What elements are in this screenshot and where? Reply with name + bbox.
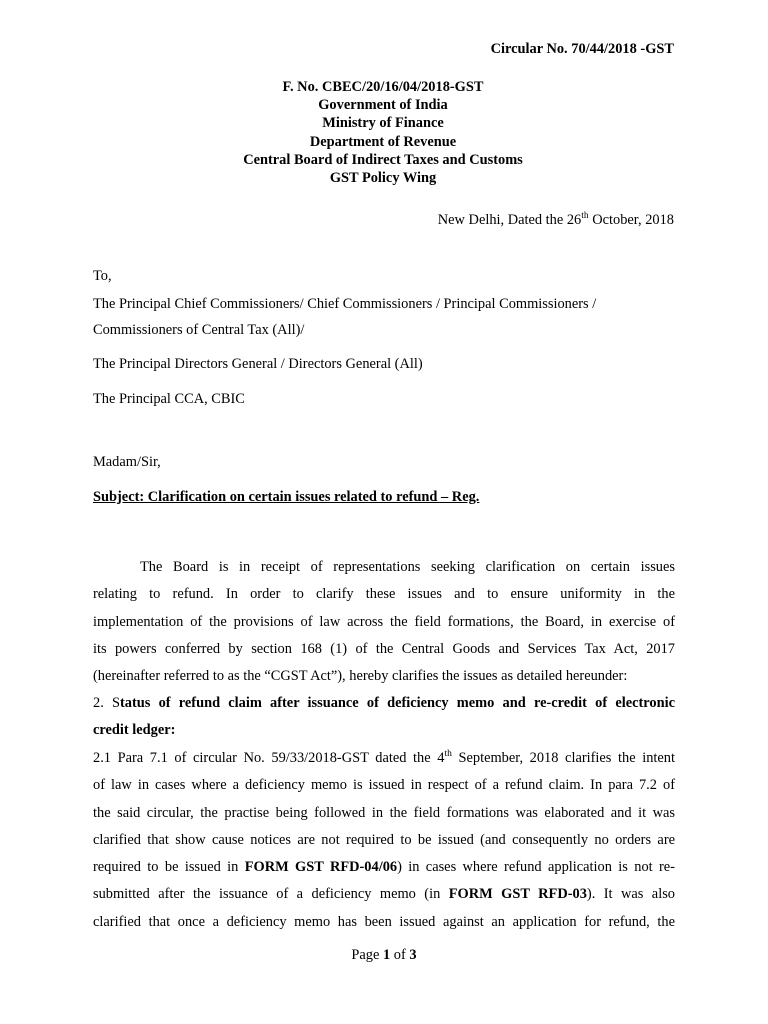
paragraph-line: of law in cases where a deficiency memo is issued in respect of a refund claim. In para 7.2 of <box>93 777 675 794</box>
paragraph-line: The Board is in receipt of representations seeking clarification on certain issues <box>140 559 675 575</box>
ministry-name: Ministry of Finance <box>322 115 444 132</box>
paragraph-line: clarified that once a deficiency memo has been issued against an application for refund, the <box>93 913 675 930</box>
addressee-line: The Principal Directors General / Directors General (All) <box>93 356 423 372</box>
government-name: Government of India <box>318 97 448 114</box>
form-reference: FORM GST RFD-03 <box>448 886 587 903</box>
addressee-line: The Principal Chief Commissioners/ Chief Commissioners / Principal Commissioners / <box>93 296 597 312</box>
subject-line: Subject: Clarification on certain issues related to refund – Reg. <box>93 489 480 505</box>
addressee-line: Commissioners of Central Tax (All)/ <box>93 322 305 338</box>
page-number: Page 1 of 3 <box>351 947 417 963</box>
paragraph-line: (hereinafter referred to as the “CGST Act”), hereby clarifies the issues as detailed hereunder: <box>93 668 628 685</box>
addressee-line: The Principal CCA, CBIC <box>93 391 245 407</box>
date-line: New Delhi, Dated the 26th October, 2018 <box>437 211 674 228</box>
paragraph-line: 2.1 Para 7.1 of circular No. 59/33/2018-GST dated the 4th September, 2018 clarifies the intent <box>93 749 675 766</box>
to-label: To, <box>93 268 112 284</box>
section-2-heading <box>93 690 675 745</box>
section-heading: tatus of refund claim after issuance of deficiency memo and re-credit of electronic <box>120 695 675 711</box>
issuing-authority-block <box>0 78 768 187</box>
paragraph-line: submitted after the issuance of a deficiency memo (in FORM GST RFD-03). It was also <box>93 886 675 903</box>
paragraph-line: required to be issued in FORM GST RFD-04/06) in cases where refund application is not re- <box>93 859 675 876</box>
paragraph-2-1 <box>93 745 675 936</box>
paragraph-line: clarified that show cause notices are not required to be issued (and consequently no orders are <box>93 831 675 848</box>
board-name: Central Board of Indirect Taxes and Customs <box>243 151 523 168</box>
form-reference: FORM GST RFD-04/06 <box>244 859 398 876</box>
paragraph-line: the said circular, the practise being followed in the field formations was elaborated and it was <box>93 804 675 821</box>
salutation: Madam/Sir, <box>93 454 161 470</box>
circular-number: Circular No. 70/44/2018 -GST <box>490 41 674 57</box>
section-number: 2. S <box>93 695 120 711</box>
section-heading-cont: credit ledger: <box>93 722 176 739</box>
wing-name: GST Policy Wing <box>329 170 437 187</box>
department-name: Department of Revenue <box>309 133 457 150</box>
paragraph-line: its powers conferred by section 168 (1) of the Central Goods and Services Tax Act, 2017 <box>93 640 675 657</box>
intro-paragraph <box>93 554 675 690</box>
paragraph-line: implementation of the provisions of law across the field formations, the Board, in exercise of <box>93 613 675 630</box>
paragraph-line: relating to refund. In order to clarify these issues and to ensure uniformity in the <box>93 586 675 603</box>
file-number: F. No. CBEC/20/16/04/2018-GST <box>282 79 484 95</box>
